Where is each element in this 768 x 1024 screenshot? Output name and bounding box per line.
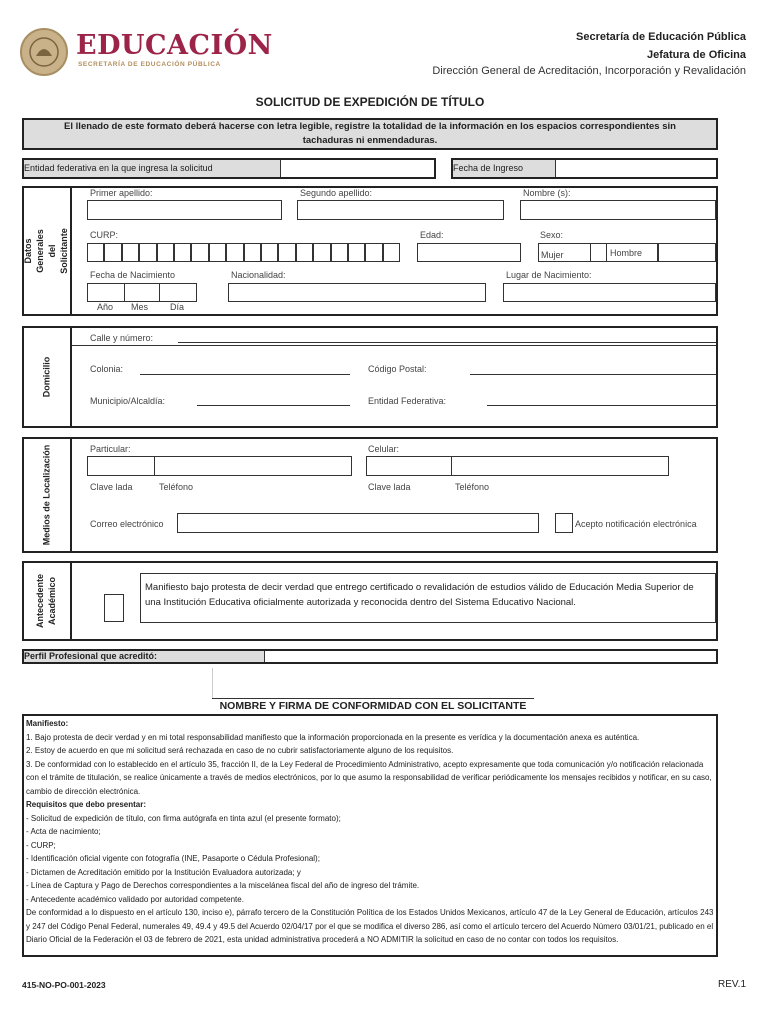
particular-label: Particular:: [90, 444, 131, 454]
antecedente-box: [140, 573, 716, 623]
antecedente-title: Antecedente Académico: [35, 573, 58, 629]
acepto-checkbox[interactable]: [555, 513, 573, 533]
footer-code: 415-NO-PO-001-2023: [22, 980, 106, 990]
nacionalidad-input[interactable]: [228, 283, 486, 302]
manifiesto-title: Manifiesto:: [26, 719, 69, 728]
logo-word: EDUCACIÓN: [76, 30, 273, 61]
signature-space[interactable]: [212, 668, 213, 698]
curp-char-cell[interactable]: [87, 243, 104, 262]
curp-char-cell[interactable]: [296, 243, 313, 262]
requisito-item: - Dictamen de Acreditación emitido por la Institución Evaluadora autorizada; y: [26, 867, 301, 877]
notice-box: [22, 118, 718, 150]
antecedente-text: Manifiesto bajo protesta de decir verdad que entrego certificado o revalidación de estudios válido de Educación Media Superior de una Institución Educativa oficialmente autorizada y reconocida dentro del Sistema Educativo Nacional.: [145, 582, 694, 608]
manifiesto-item: 3. De conformidad con lo establecido en el artículo 35, fracción II, de la Ley Federal de Procedimiento Administrativo, acepto expresamente que toda comunicación y/o notificación relacionada con el trámite de titulación, se realice únicamente a través de medios electrónicos, por lo que asumo la responsabilidad de verificar periódicamente los mensajes recibidos y notificar, en su caso, cambio de dirección electrónica.: [26, 759, 712, 796]
cp-label: Código Postal:: [368, 364, 427, 374]
manifiesto-box: [22, 714, 718, 957]
signature-line: [212, 698, 534, 699]
org-name: Secretaría de Educación Pública: [576, 31, 746, 43]
apellido1-input[interactable]: [87, 200, 282, 220]
curp-char-cell[interactable]: [313, 243, 330, 262]
requisito-item: - CURP;: [26, 840, 56, 850]
curp-char-cell[interactable]: [174, 243, 191, 262]
curp-char-cell[interactable]: [157, 243, 174, 262]
fecha-nac-label: Fecha de Nacimiento: [90, 270, 176, 280]
curp-char-cell[interactable]: [331, 243, 348, 262]
entidad-dom-input[interactable]: [487, 405, 716, 406]
colonia-label: Colonia:: [90, 364, 124, 374]
particular-lada-input[interactable]: [87, 456, 155, 476]
anio-input[interactable]: [87, 283, 125, 302]
curp-char-cell[interactable]: [365, 243, 382, 262]
curp-label: CURP:: [90, 230, 119, 240]
lugar-nac-label: Lugar de Nacimiento:: [506, 270, 592, 280]
signature-label: NOMBRE Y FIRMA DE CONFORMIDAD CON EL SOLICITANTE: [219, 700, 527, 712]
nombre-label: Nombre (s):: [523, 188, 571, 198]
mes-input[interactable]: [124, 283, 160, 302]
nacionalidad-label: Nacionalidad:: [231, 270, 286, 280]
dia-label: Día: [170, 302, 185, 312]
manifiesto-item: 2. Estoy de acuerdo en que mi solicitud será rechazada en caso de no cubrir satisfactoriamente alguno de los requisitos.: [26, 746, 454, 755]
manifiesto-item: 1. Bajo protesta de decir verdad y en mi total responsabilidad manifiesto que la información proporcionada en la presente es verídica y la documentación anexa es auténtica.: [26, 732, 640, 742]
datos-title: Datos Generales del Solicitante: [23, 228, 69, 274]
antecedente-checkbox[interactable]: [104, 594, 124, 622]
curp-char-cell[interactable]: [191, 243, 208, 262]
edad-label: Edad:: [420, 230, 444, 240]
closing-text: De conformidad a lo dispuesto en el artículo 130, inciso e), párrafo tercero de la Constitución Política de los Estados Unidos Mexicanos, artículo 47 de la Ley General de Educación, artículos 243 y 247 del Código Penal Federal, numerales 49, 49.4 y 49.5 del Acuerdo 02/04/17 por el que se modifica el diverso 286, así como el artículo tercero del Acuerdo Número 03/01/21, publicado en el Diario Oficial de la Federación el 03 de febrero de 2021, esta unidad administrativa procederá a NO ADMITIR la solicitud en caso de no contar con todos los requisitos.: [26, 908, 714, 944]
medios-side: [22, 437, 72, 553]
requisito-item: - Línea de Captura y Pago de Derechos correspondientes a la miscelánea fiscal del año de ingreso del trámite.: [26, 881, 420, 890]
particular-tel-input[interactable]: [154, 456, 352, 476]
colonia-input[interactable]: [140, 374, 350, 375]
calle-label: Calle y número:: [90, 333, 154, 343]
notice-text: El llenado de este formato deberá hacerse con letra legible, registre la totalidad de la información en los espacios correspondientes sin tachaduras ni enmendaduras.: [64, 121, 676, 146]
sexo-label: Sexo:: [540, 230, 564, 240]
domicilio-title: Domicilio: [40, 356, 51, 398]
tel1-label: Teléfono: [159, 482, 194, 492]
curp-char-cell[interactable]: [383, 243, 400, 262]
clave1-label: Clave lada: [90, 482, 133, 492]
medios-title: Medios de Localización: [41, 444, 51, 546]
datos-side: [22, 186, 72, 316]
calle-input[interactable]: [178, 342, 716, 343]
curp-char-cell[interactable]: [209, 243, 226, 262]
curp-char-cell[interactable]: [122, 243, 139, 262]
domicilio-side: [22, 326, 72, 428]
anio-label: Año: [97, 302, 114, 312]
logo-sub: SECRETARÍA DE EDUCACIÓN PÚBLICA: [78, 61, 221, 68]
requisitos-title: Requisitos que debo presentar:: [26, 800, 147, 809]
curp-char-cell[interactable]: [226, 243, 243, 262]
requisito-item: - Acta de nacimiento;: [26, 827, 101, 836]
date-label: Fecha de Ingreso: [453, 160, 555, 177]
clave2-label: Clave lada: [368, 482, 411, 492]
antecedente-side: [22, 561, 72, 641]
mujer-checkbox[interactable]: [590, 243, 607, 262]
curp-char-cell[interactable]: [139, 243, 156, 262]
requisito-item: - Solicitud de expedición de título, con firma autógrafa en tinta azul (el presente formato);: [26, 813, 341, 823]
curp-char-cell[interactable]: [104, 243, 121, 262]
tel2-label: Teléfono: [455, 482, 490, 492]
entidad-dom-label: Entidad Federativa:: [368, 396, 447, 406]
mujer-label: Mujer: [541, 250, 564, 260]
edad-input[interactable]: [417, 243, 521, 262]
hombre-checkbox[interactable]: [657, 243, 659, 262]
cp-input[interactable]: [470, 374, 716, 375]
date-input[interactable]: [555, 160, 716, 177]
curp-char-cell[interactable]: [261, 243, 278, 262]
acepto-label: Acepto notificación electrónica: [575, 519, 697, 529]
requisito-item: - Identificación oficial vigente con fotografía (INE, Pasaporte o Cédula Profesional);: [26, 854, 320, 863]
municipio-input[interactable]: [197, 405, 350, 406]
mes-label: Mes: [131, 302, 149, 312]
apellido2-label: Segundo apellido:: [300, 188, 373, 198]
curp-char-cell[interactable]: [348, 243, 365, 262]
correo-label: Correo electrónico: [90, 519, 164, 529]
entity-label: Entidad federativa en la que ingresa la solicitud: [24, 160, 280, 177]
nombre-input[interactable]: [520, 200, 716, 220]
celular-tel-input[interactable]: [451, 456, 669, 476]
perfil-label: Perfil Profesional que acreditó:: [24, 651, 158, 661]
perfil-input[interactable]: [264, 651, 716, 662]
hombre-label: Hombre: [610, 248, 643, 258]
curp-char-cell[interactable]: [244, 243, 261, 262]
requisito-item: - Antecedente académico validado por autoridad competente.: [26, 894, 244, 904]
lugar-nac-input[interactable]: [503, 283, 716, 302]
curp-char-cell[interactable]: [278, 243, 295, 262]
page-title: SOLICITUD DE EXPEDICIÓN DE TÍTULO: [255, 95, 485, 109]
org-office: Jefatura de Oficina: [646, 49, 746, 61]
celular-label: Celular:: [368, 444, 400, 454]
seal-icon: [20, 28, 68, 76]
apellido1-label: Primer apellido:: [90, 188, 153, 198]
medios-section: [22, 437, 718, 553]
footer-rev: REV.1: [718, 979, 746, 990]
municipio-label: Municipio/Alcaldía:: [90, 396, 166, 406]
org-direction: Dirección General de Acreditación, Incorporación y Revalidación: [432, 65, 746, 77]
apellido2-input[interactable]: [297, 200, 504, 220]
domicilio-divider: [72, 345, 716, 346]
correo-input[interactable]: [177, 513, 539, 533]
entity-input[interactable]: [280, 160, 434, 177]
celular-lada-input[interactable]: [366, 456, 452, 476]
dia-input[interactable]: [159, 283, 197, 302]
